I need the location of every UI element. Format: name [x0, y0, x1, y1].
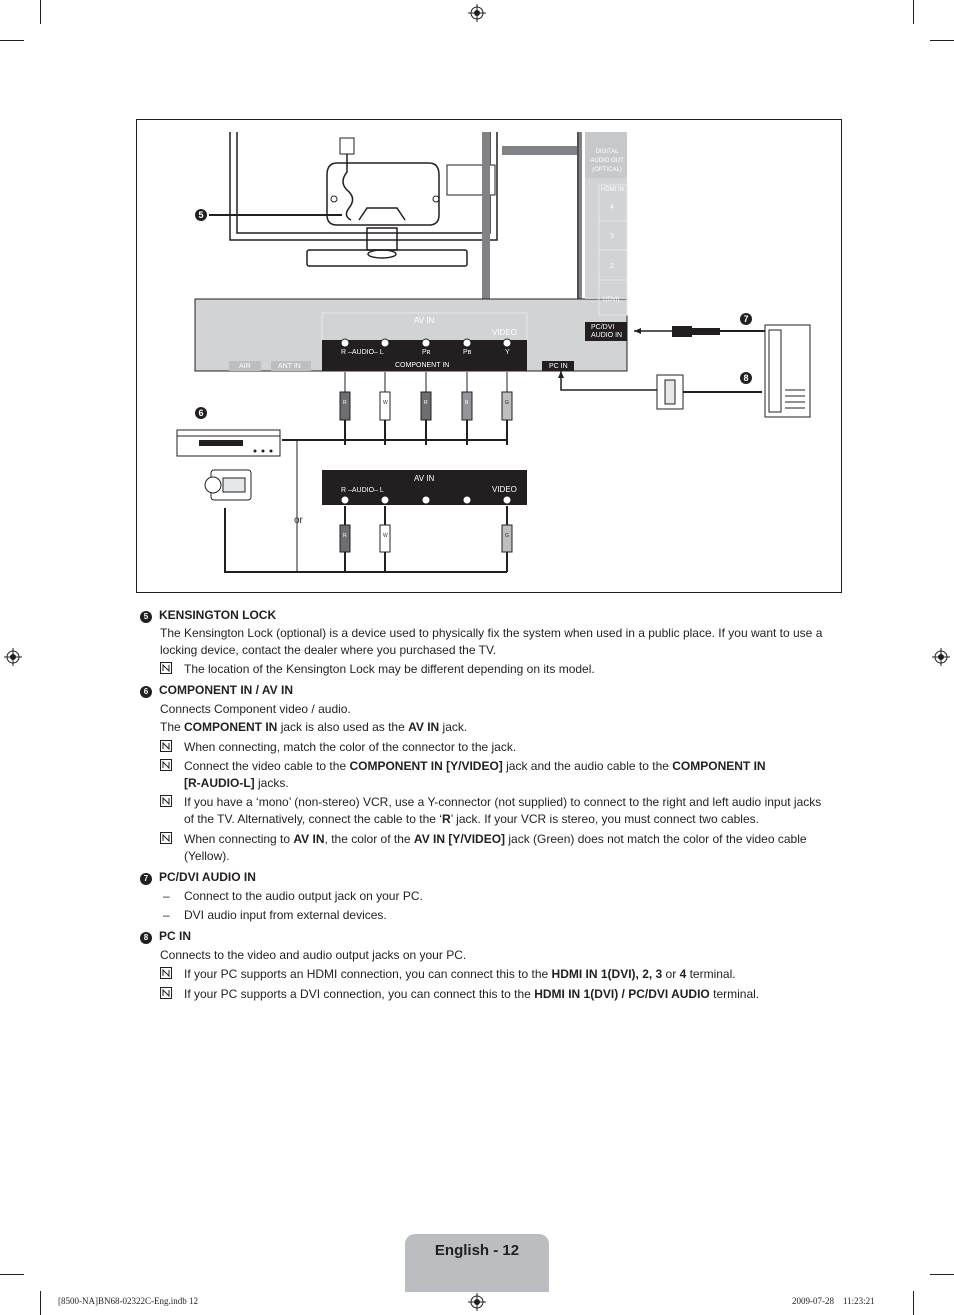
note-icon	[160, 662, 172, 674]
registration-mark-icon	[932, 648, 950, 666]
note-icon	[160, 759, 172, 771]
section-body: Connects Component video / audio.	[160, 702, 351, 716]
crop-mark	[930, 1274, 954, 1275]
note-icon	[160, 987, 172, 999]
section-number: 7	[140, 873, 152, 885]
r-audio-l-top-label: R –AUDIO– L	[341, 349, 384, 356]
plug-label: B	[465, 400, 469, 406]
page-number: English - 12	[434, 1242, 520, 1259]
registration-mark-icon	[468, 4, 486, 22]
section-title: KENSINGTON LOCK	[159, 608, 277, 622]
section-number: 6	[140, 686, 152, 698]
section-heading	[140, 870, 256, 885]
section-heading	[140, 929, 191, 944]
dash-bullet: –	[163, 908, 170, 922]
crop-mark	[913, 0, 914, 24]
note-text: If your PC supports a DVI connection, you can connect this to the HDMI IN 1(DVI) / PC/DVI AUDIO terminal.	[184, 987, 760, 1001]
hdmi-port-4: 4	[610, 204, 614, 211]
note-text: When connecting to AV IN, the color of the AV IN [Y/VIDEO] jack (Green) does not match the color of the video cable (Yellow).	[184, 832, 807, 863]
crop-mark	[40, 1291, 41, 1315]
section-body: Connects to the video and audio output jacks on your PC.	[160, 948, 467, 962]
av-in-top-label: AV IN	[414, 316, 435, 325]
plug-label: R	[343, 533, 347, 539]
plug-label: G	[505, 533, 509, 539]
plug-label: G	[505, 400, 509, 406]
registration-mark-icon	[4, 648, 22, 666]
footer-file-info: [8500-NA]BN68-02322C-Eng.indb 12	[58, 1296, 198, 1306]
section-number: 5	[140, 611, 152, 623]
pb-label: Pʙ	[463, 349, 472, 356]
note-icon	[160, 795, 172, 807]
section-heading	[140, 683, 293, 698]
note-text: If your PC supports an HDMI connection, you can connect this to the HDMI IN 1(DVI), 2, 3 or 4 terminal.	[184, 967, 736, 981]
note-text: When connecting, match the color of the connector to the jack.	[184, 740, 517, 754]
section-heading	[140, 608, 276, 623]
note-text: Connect the video cable to the COMPONENT IN [Y/VIDEO] jack and the audio cable to the COMPONENT IN [R-AUDIO-L] jacks.	[184, 759, 766, 790]
note-icon	[160, 740, 172, 752]
pr-label: Pʀ	[422, 349, 431, 356]
hdmi-port-3: 3	[610, 233, 614, 240]
av-in-bottom-label: AV IN	[414, 474, 435, 483]
crop-mark	[913, 1291, 914, 1315]
badge-7: 7	[740, 313, 752, 325]
note-text: If you have a ‘mono’ (non-stereo) VCR, use a Y-connector (not supplied) to connect to the right and left audio input jacks of the TV. Alternatively, connect the cable to the ‘R’ jack. If your VCR is stereo, you must connect two cables.	[184, 795, 822, 826]
note-text: The location of the Kensington Lock may be different depending on its model.	[184, 662, 595, 676]
dash-item: DVI audio input from external devices.	[184, 908, 387, 922]
hdmi-in-label: HDMI IN	[601, 187, 624, 193]
crop-mark	[930, 40, 954, 41]
section-body: The Kensington Lock (optional) is a device used to physically fix the system when used in a public place. If you want to use a locking device, contact the dealer where you purchased the TV.	[160, 626, 823, 657]
plug-label: W	[383, 533, 388, 539]
plug-label: W	[383, 400, 388, 406]
hdmi-port-2: 2	[610, 263, 614, 270]
note-icon	[160, 832, 172, 844]
crop-mark	[0, 1274, 24, 1275]
component-in-label: COMPONENT IN	[395, 362, 450, 369]
r-audio-l-bottom-label: R –AUDIO– L	[341, 487, 384, 494]
air-label: AIR	[239, 363, 251, 370]
section-title: PC/DVI AUDIO IN	[159, 870, 256, 884]
footer-timestamp: 2009-07-28 11:23:21	[792, 1296, 875, 1306]
badge-6: 6	[195, 407, 207, 419]
plug-label: R	[343, 400, 347, 406]
connection-diagram	[136, 119, 842, 593]
badge-8: 8	[740, 372, 752, 384]
pc-dvi-audio-in-label: PC/DVI AUDIO IN	[591, 324, 623, 339]
dash-item: Connect to the audio output jack on your PC.	[184, 889, 423, 903]
dash-bullet: –	[163, 889, 170, 903]
note-icon	[160, 967, 172, 979]
pc-in-label: PC IN	[549, 363, 568, 370]
crop-mark	[0, 40, 24, 41]
y-label: Y	[505, 349, 510, 356]
ant-in-label: ANT IN	[278, 363, 301, 370]
or-label: or	[294, 515, 303, 526]
diagram-illustration	[137, 120, 842, 593]
section-number: 8	[140, 932, 152, 944]
section-title: COMPONENT IN / AV IN	[159, 683, 294, 697]
crop-mark	[40, 0, 41, 24]
section-body: The COMPONENT IN jack is also used as the AV IN jack.	[160, 720, 468, 734]
badge-5: 5	[195, 209, 207, 221]
digital-audio-out-label: DIGITAL AUDIO OUT (OPTICAL)	[590, 149, 624, 173]
hdmi-port-1: 1(DVI)	[602, 297, 620, 303]
section-title: PC IN	[159, 929, 192, 943]
registration-mark-icon	[468, 1293, 486, 1311]
video-bottom-label: VIDEO	[492, 485, 517, 494]
video-top-label: VIDEO	[492, 328, 517, 337]
plug-label: R	[424, 400, 428, 406]
